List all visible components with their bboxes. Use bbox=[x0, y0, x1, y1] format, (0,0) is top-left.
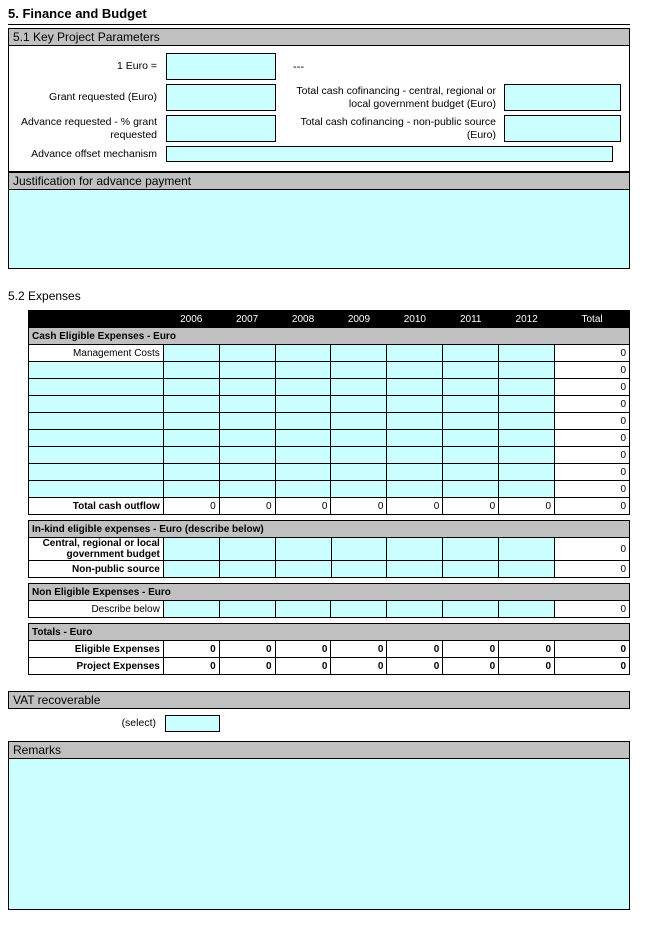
euro-rate-label: 1 Euro = bbox=[117, 60, 157, 73]
expense-calc-cell: 0 bbox=[499, 658, 555, 675]
expense-input-cell[interactable] bbox=[387, 447, 443, 464]
advance-offset-label: Advance offset mechanism bbox=[31, 147, 157, 160]
expense-input-cell[interactable] bbox=[163, 345, 219, 362]
vat-row bbox=[8, 715, 630, 732]
expense-total-cell: 0 bbox=[555, 430, 630, 447]
expense-input-cell[interactable] bbox=[219, 413, 275, 430]
expense-input-cell[interactable] bbox=[163, 464, 219, 481]
expense-row-label[interactable] bbox=[29, 396, 164, 413]
expense-input-cell[interactable] bbox=[387, 538, 443, 561]
page-title: 5. Finance and Budget bbox=[8, 6, 630, 25]
expense-total-cell: 0 bbox=[555, 601, 630, 618]
expense-input-cell[interactable] bbox=[331, 345, 387, 362]
expense-total-cell: 0 bbox=[555, 481, 630, 498]
grant-requested-input[interactable] bbox=[166, 84, 276, 111]
cofin-gov-input[interactable] bbox=[504, 84, 621, 111]
expense-row-label: Central, regional or local government budget bbox=[29, 538, 164, 561]
expense-input-cell[interactable] bbox=[499, 481, 555, 498]
expense-input-cell[interactable] bbox=[163, 601, 219, 618]
expense-row-label[interactable] bbox=[29, 362, 164, 379]
expense-row-label: Project Expenses bbox=[29, 658, 164, 675]
expense-input-cell[interactable] bbox=[443, 464, 499, 481]
expense-row-label: Total cash outflow bbox=[29, 498, 164, 515]
year-header: 2008 bbox=[275, 311, 331, 328]
expense-input-cell[interactable] bbox=[443, 430, 499, 447]
remarks-textarea[interactable] bbox=[8, 758, 630, 910]
advance-requested-input[interactable] bbox=[166, 115, 276, 142]
expense-row-label: Non-public source bbox=[29, 561, 164, 578]
expense-input-cell[interactable] bbox=[219, 362, 275, 379]
expense-calc-cell: 0 bbox=[163, 641, 219, 658]
expense-input-cell[interactable] bbox=[275, 396, 331, 413]
expense-input-cell[interactable] bbox=[163, 362, 219, 379]
expense-input-cell[interactable] bbox=[219, 345, 275, 362]
expense-input-cell[interactable] bbox=[275, 464, 331, 481]
expense-calc-cell: 0 bbox=[331, 658, 387, 675]
expense-total-cell: 0 bbox=[555, 464, 630, 481]
vat-select-label: (select) bbox=[121, 717, 156, 730]
remarks-header: Remarks bbox=[8, 741, 630, 759]
expense-calc-cell: 0 bbox=[499, 641, 555, 658]
expense-input-cell[interactable] bbox=[387, 379, 443, 396]
expense-input-cell[interactable] bbox=[387, 362, 443, 379]
vat-select-input[interactable] bbox=[165, 715, 220, 732]
expense-calc-cell: 0 bbox=[275, 658, 331, 675]
expense-section-header: Cash Eligible Expenses - Euro bbox=[29, 328, 630, 345]
expense-input-cell[interactable] bbox=[275, 430, 331, 447]
expense-input-cell[interactable] bbox=[163, 481, 219, 498]
expense-row-label[interactable] bbox=[29, 447, 164, 464]
expense-input-cell[interactable] bbox=[443, 345, 499, 362]
expense-total-cell: 0 bbox=[555, 396, 630, 413]
expense-input-cell[interactable] bbox=[499, 362, 555, 379]
expense-calc-cell: 0 bbox=[219, 498, 275, 515]
vat-header: VAT recoverable bbox=[8, 691, 630, 709]
expense-input-cell[interactable] bbox=[443, 561, 499, 578]
expense-input-cell[interactable] bbox=[443, 601, 499, 618]
year-header: 2012 bbox=[499, 311, 555, 328]
expenses-tables bbox=[8, 310, 630, 675]
expense-input-cell[interactable] bbox=[275, 413, 331, 430]
expense-input-cell[interactable] bbox=[499, 396, 555, 413]
expense-calc-cell: 0 bbox=[163, 658, 219, 675]
expense-input-cell[interactable] bbox=[275, 362, 331, 379]
expense-input-cell[interactable] bbox=[163, 447, 219, 464]
year-header: 2010 bbox=[387, 311, 443, 328]
expense-row-label[interactable] bbox=[29, 413, 164, 430]
expense-total-cell: 0 bbox=[555, 538, 630, 561]
expense-input-cell[interactable] bbox=[275, 561, 331, 578]
cofin-nonpublic-label: Total cash cofinancing - non-public source (Euro) bbox=[300, 116, 496, 141]
expense-input-cell[interactable] bbox=[331, 430, 387, 447]
expense-input-cell[interactable] bbox=[499, 379, 555, 396]
expense-input-cell[interactable] bbox=[443, 379, 499, 396]
expense-input-cell[interactable] bbox=[499, 538, 555, 561]
expense-total-cell: 0 bbox=[555, 345, 630, 362]
expense-input-cell[interactable] bbox=[387, 464, 443, 481]
expense-input-cell[interactable] bbox=[499, 413, 555, 430]
expense-row-label[interactable] bbox=[29, 481, 164, 498]
expense-input-cell[interactable] bbox=[443, 481, 499, 498]
expense-input-cell[interactable] bbox=[387, 413, 443, 430]
expense-total-cell: 0 bbox=[555, 413, 630, 430]
expense-calc-cell: 0 bbox=[219, 641, 275, 658]
euro-rate-suffix: --- bbox=[293, 60, 304, 73]
key-params-header: 5.1 Key Project Parameters bbox=[8, 28, 630, 46]
expense-total-cell: 0 bbox=[555, 379, 630, 396]
expense-input-cell[interactable] bbox=[219, 464, 275, 481]
expense-calc-cell: 0 bbox=[275, 641, 331, 658]
expense-row-label[interactable] bbox=[29, 430, 164, 447]
expense-row-label: Describe below bbox=[29, 601, 164, 618]
expense-calc-cell: 0 bbox=[219, 658, 275, 675]
expense-calc-cell: 0 bbox=[499, 498, 555, 515]
expense-calc-cell: 0 bbox=[331, 641, 387, 658]
expense-total-cell: 0 bbox=[555, 641, 630, 658]
expense-input-cell[interactable] bbox=[219, 447, 275, 464]
expense-input-cell[interactable] bbox=[499, 447, 555, 464]
year-header-blank bbox=[29, 311, 164, 328]
expense-input-cell[interactable] bbox=[219, 481, 275, 498]
advance-requested-label: Advance requested - % grant requested bbox=[21, 116, 157, 141]
expense-input-cell[interactable] bbox=[443, 538, 499, 561]
year-header: 2006 bbox=[163, 311, 219, 328]
expense-input-cell[interactable] bbox=[275, 481, 331, 498]
expense-input-cell[interactable] bbox=[499, 464, 555, 481]
expense-total-cell: 0 bbox=[555, 362, 630, 379]
expense-input-cell[interactable] bbox=[163, 430, 219, 447]
expense-input-cell[interactable] bbox=[387, 481, 443, 498]
expense-input-cell[interactable] bbox=[499, 601, 555, 618]
expense-calc-cell: 0 bbox=[443, 641, 499, 658]
expense-calc-cell: 0 bbox=[387, 658, 443, 675]
expense-table-section-1 bbox=[28, 520, 630, 578]
expense-total-cell: 0 bbox=[555, 447, 630, 464]
expense-input-cell[interactable] bbox=[163, 413, 219, 430]
expense-calc-cell: 0 bbox=[443, 658, 499, 675]
expense-table-section-2 bbox=[28, 583, 630, 618]
expense-input-cell[interactable] bbox=[331, 481, 387, 498]
grant-requested-label: Grant requested (Euro) bbox=[49, 91, 157, 104]
expense-table-section-3 bbox=[28, 623, 630, 675]
year-header: 2007 bbox=[219, 311, 275, 328]
expense-input-cell[interactable] bbox=[163, 396, 219, 413]
justification-textarea[interactable] bbox=[8, 189, 630, 269]
expense-input-cell[interactable] bbox=[331, 464, 387, 481]
expense-input-cell[interactable] bbox=[331, 561, 387, 578]
expense-total-cell: 0 bbox=[555, 658, 630, 675]
expense-input-cell[interactable] bbox=[387, 430, 443, 447]
expense-input-cell[interactable] bbox=[275, 447, 331, 464]
expense-input-cell[interactable] bbox=[443, 447, 499, 464]
expense-input-cell[interactable] bbox=[387, 561, 443, 578]
expense-input-cell[interactable] bbox=[499, 430, 555, 447]
expense-input-cell[interactable] bbox=[331, 379, 387, 396]
advance-offset-input[interactable] bbox=[166, 146, 613, 162]
expense-calc-cell: 0 bbox=[163, 498, 219, 515]
expense-input-cell[interactable] bbox=[387, 345, 443, 362]
expense-input-cell[interactable] bbox=[387, 601, 443, 618]
expense-input-cell[interactable] bbox=[219, 561, 275, 578]
expense-input-cell[interactable] bbox=[219, 430, 275, 447]
expense-table-section-0 bbox=[28, 310, 630, 515]
expense-calc-cell: 0 bbox=[331, 498, 387, 515]
year-header: 2011 bbox=[443, 311, 499, 328]
offset-row bbox=[9, 146, 629, 162]
expense-section-header: Non Eligible Expenses - Euro bbox=[29, 584, 630, 601]
total-header: Total bbox=[555, 311, 630, 328]
expense-input-cell[interactable] bbox=[443, 396, 499, 413]
expense-input-cell[interactable] bbox=[163, 379, 219, 396]
expense-input-cell[interactable] bbox=[219, 396, 275, 413]
expense-input-cell[interactable] bbox=[275, 601, 331, 618]
year-header: 2009 bbox=[331, 311, 387, 328]
expense-input-cell[interactable] bbox=[331, 413, 387, 430]
expense-input-cell[interactable] bbox=[275, 379, 331, 396]
expenses-section-label: 5.2 Expenses bbox=[8, 289, 81, 303]
grant-row bbox=[9, 84, 629, 111]
expense-input-cell[interactable] bbox=[219, 379, 275, 396]
euro-rate-input[interactable] bbox=[166, 53, 276, 80]
expense-input-cell[interactable] bbox=[331, 538, 387, 561]
expense-input-cell[interactable] bbox=[219, 601, 275, 618]
expense-row-label[interactable] bbox=[29, 379, 164, 396]
expense-input-cell[interactable] bbox=[443, 413, 499, 430]
expense-calc-cell: 0 bbox=[387, 641, 443, 658]
advance-row bbox=[9, 115, 629, 142]
expense-input-cell[interactable] bbox=[387, 396, 443, 413]
expense-input-cell[interactable] bbox=[331, 601, 387, 618]
expense-section-header: In-kind eligible expenses - Euro (describe below) bbox=[29, 521, 630, 538]
expense-row-label[interactable] bbox=[29, 464, 164, 481]
justification-header: Justification for advance payment bbox=[8, 172, 630, 190]
expense-input-cell[interactable] bbox=[275, 538, 331, 561]
expense-section-header: Totals - Euro bbox=[29, 624, 630, 641]
cofin-gov-label: Total cash cofinancing - central, regional or local government budget (Euro) bbox=[296, 85, 496, 110]
expense-row-label: Management Costs bbox=[29, 345, 164, 362]
expense-input-cell[interactable] bbox=[163, 561, 219, 578]
expense-input-cell[interactable] bbox=[499, 561, 555, 578]
expense-total-cell: 0 bbox=[555, 561, 630, 578]
expense-input-cell[interactable] bbox=[275, 345, 331, 362]
expense-input-cell[interactable] bbox=[163, 538, 219, 561]
expense-calc-cell: 0 bbox=[443, 498, 499, 515]
expense-calc-cell: 0 bbox=[387, 498, 443, 515]
euro-rate-row bbox=[9, 53, 629, 80]
expense-input-cell[interactable] bbox=[331, 362, 387, 379]
expense-input-cell[interactable] bbox=[499, 345, 555, 362]
expense-input-cell[interactable] bbox=[331, 447, 387, 464]
expense-input-cell[interactable] bbox=[219, 538, 275, 561]
expense-input-cell[interactable] bbox=[331, 396, 387, 413]
expense-calc-cell: 0 bbox=[275, 498, 331, 515]
key-params-box bbox=[8, 45, 630, 172]
expense-input-cell[interactable] bbox=[443, 362, 499, 379]
expense-row-label: Eligible Expenses bbox=[29, 641, 164, 658]
expense-total-cell: 0 bbox=[555, 498, 630, 515]
cofin-nonpublic-input[interactable] bbox=[504, 115, 621, 142]
